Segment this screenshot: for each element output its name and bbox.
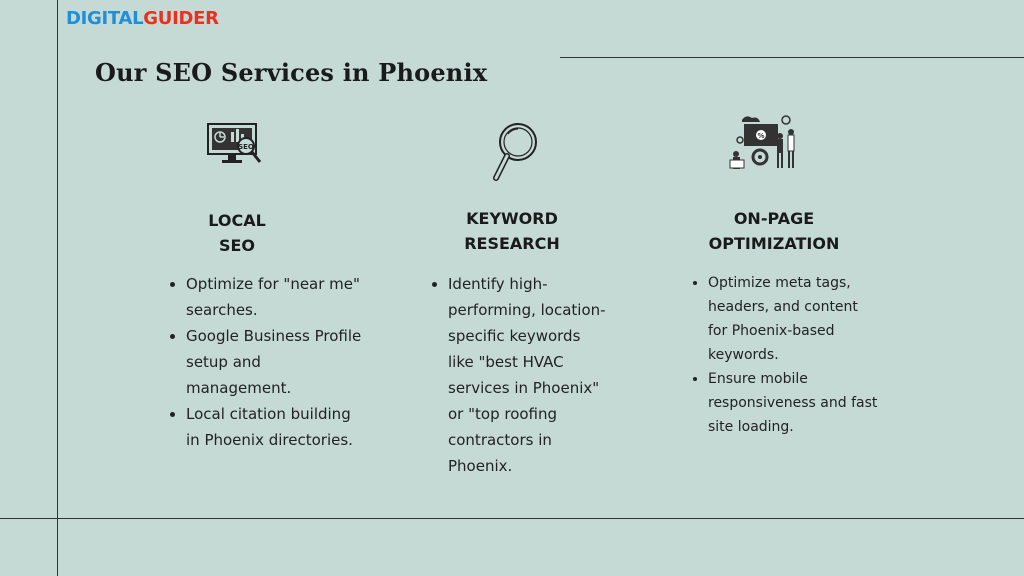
title-line: ON-PAGE: [733, 209, 815, 228]
team-optimization-icon: [728, 110, 802, 172]
title-line: OPTIMIZATION: [708, 234, 840, 253]
seo-monitor-icon: [206, 122, 264, 170]
list-item: • Ensure mobile responsiveness and fast site loading.: [708, 367, 878, 439]
local-seo-bullets: [170, 271, 362, 453]
list-item: • Google Business Profile setup and management.: [186, 323, 362, 401]
title-line: RESEARCH: [464, 234, 560, 253]
list-item: • Identify high-performing, location-specific keywords like "best HVAC services in Phoenix" or "top roofing contractors in Phoenix.: [448, 271, 610, 479]
vertical-divider: [57, 0, 58, 576]
list-item: • Optimize meta tags, headers, and content for Phoenix-based keywords.: [708, 271, 878, 367]
keyword-research-title: [448, 206, 576, 256]
logo-part-guider: GUIDER: [143, 8, 219, 29]
top-horizontal-divider: [560, 57, 1024, 58]
svg-text:%: %: [757, 132, 765, 140]
page-title: Our SEO Services in Phoenix: [95, 58, 488, 87]
logo[interactable]: [66, 8, 219, 29]
title-line: KEYWORD: [466, 209, 558, 228]
bottom-horizontal-divider: [0, 518, 1024, 519]
on-page-optimization-bullets: [692, 271, 878, 439]
list-item: • Local citation building in Phoenix directories.: [186, 401, 362, 453]
title-line: SEO: [218, 236, 256, 255]
on-page-optimization-title: [694, 206, 854, 256]
magnifying-glass-icon: [488, 120, 542, 186]
svg-text:SEO: SEO: [238, 143, 254, 151]
logo-part-digital: DIGITAL: [66, 8, 144, 29]
local-seo-title: [177, 208, 297, 258]
title-line: LOCAL: [208, 211, 266, 230]
keyword-research-bullets: [432, 271, 610, 479]
list-item: • Optimize for "near me" searches.: [186, 271, 362, 323]
